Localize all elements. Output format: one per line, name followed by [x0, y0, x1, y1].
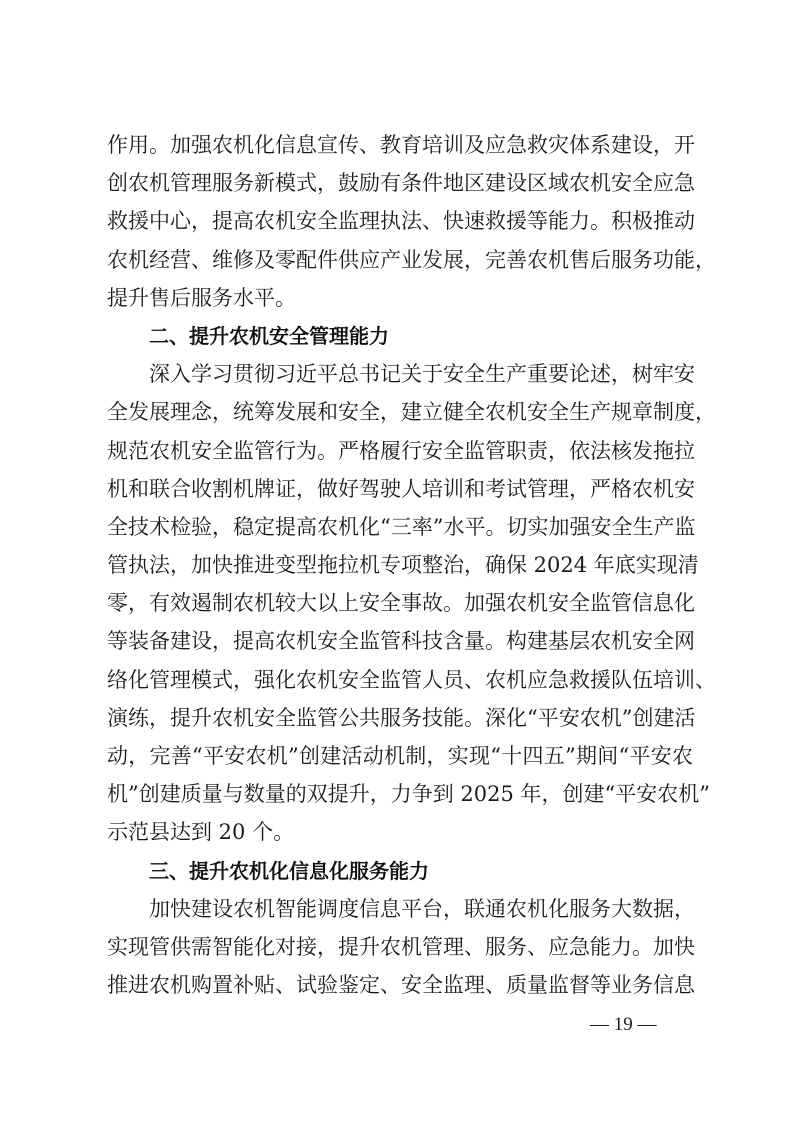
text-line: 作用。加强农机化信息宣传、教育培训及应急救灾体系建设，开 — [107, 133, 695, 157]
text-line: 创农机管理服务新模式，鼓励有条件地区建设区域农机安全应急 — [107, 171, 695, 196]
text-line: 络化管理模式，强化农机安全监管人员、农机应急救援队伍培训、 — [107, 667, 716, 692]
text-line: 推进农机购置补贴、试验鉴定、安全监理、质量监督等业务信息 — [107, 973, 695, 998]
text-line: 实现管供需智能化对接，提升农机管理、服务、应急能力。加快 — [107, 934, 695, 959]
text-line: 全发展理念，统筹发展和安全，建立健全农机安全生产规章制度， — [107, 400, 716, 425]
text-line: 深入学习贯彻习近平总书记关于安全生产重要论述，树牢安 — [149, 362, 695, 387]
body-text — [107, 126, 716, 1004]
section-heading-2: 二、提升农机安全管理能力 — [149, 323, 389, 348]
text-line: 加快建设农机智能调度信息平台，联通农机化服务大数据， — [149, 896, 695, 921]
text-line: 机”创建质量与数量的双提升，力争到 2025 年，创建“平安农机” — [107, 782, 710, 807]
text-line: 等装备建设，提高农机安全监管科技含量。构建基层农机安全网 — [107, 629, 695, 654]
text-line: 农机经营、维修及零配件供应产业发展，完善农机售后服务功能， — [107, 247, 716, 272]
text-line: 机和联合收割机牌证，做好驾驶人培训和考试管理，严格农机安 — [107, 476, 695, 501]
text-line: 救援中心，提高农机安全监理执法、快速救援等能力。积极推动 — [107, 209, 695, 234]
text-line: 全技术检验，稳定提高农机化“三率”水平。切实加强安全生产监 — [107, 514, 696, 539]
text-line: 动，完善“平安农机”创建活动机制，实现“十四五”期间“平安农 — [107, 744, 693, 768]
text-line: 示范县达到 20 个。 — [107, 820, 295, 845]
page-number: — 19 — — [590, 1014, 657, 1035]
text-line: 管执法，加快推进变型拖拉机专项整治，确保 2024 年底实现清 — [107, 553, 699, 578]
text-line: 演练，提升农机安全监管公共服务技能。深化“平安农机”创建活 — [107, 705, 696, 730]
text-line: 零，有效遏制农机较大以上安全事故。加强农机安全监管信息化 — [107, 591, 695, 616]
text-line: 规范农机安全监管行为。严格履行安全监管职责，依法核发拖拉 — [107, 438, 695, 463]
text-line: 提升售后服务水平。 — [107, 285, 296, 310]
section-heading-3: 三、提升农机化信息化服务能力 — [149, 858, 429, 883]
